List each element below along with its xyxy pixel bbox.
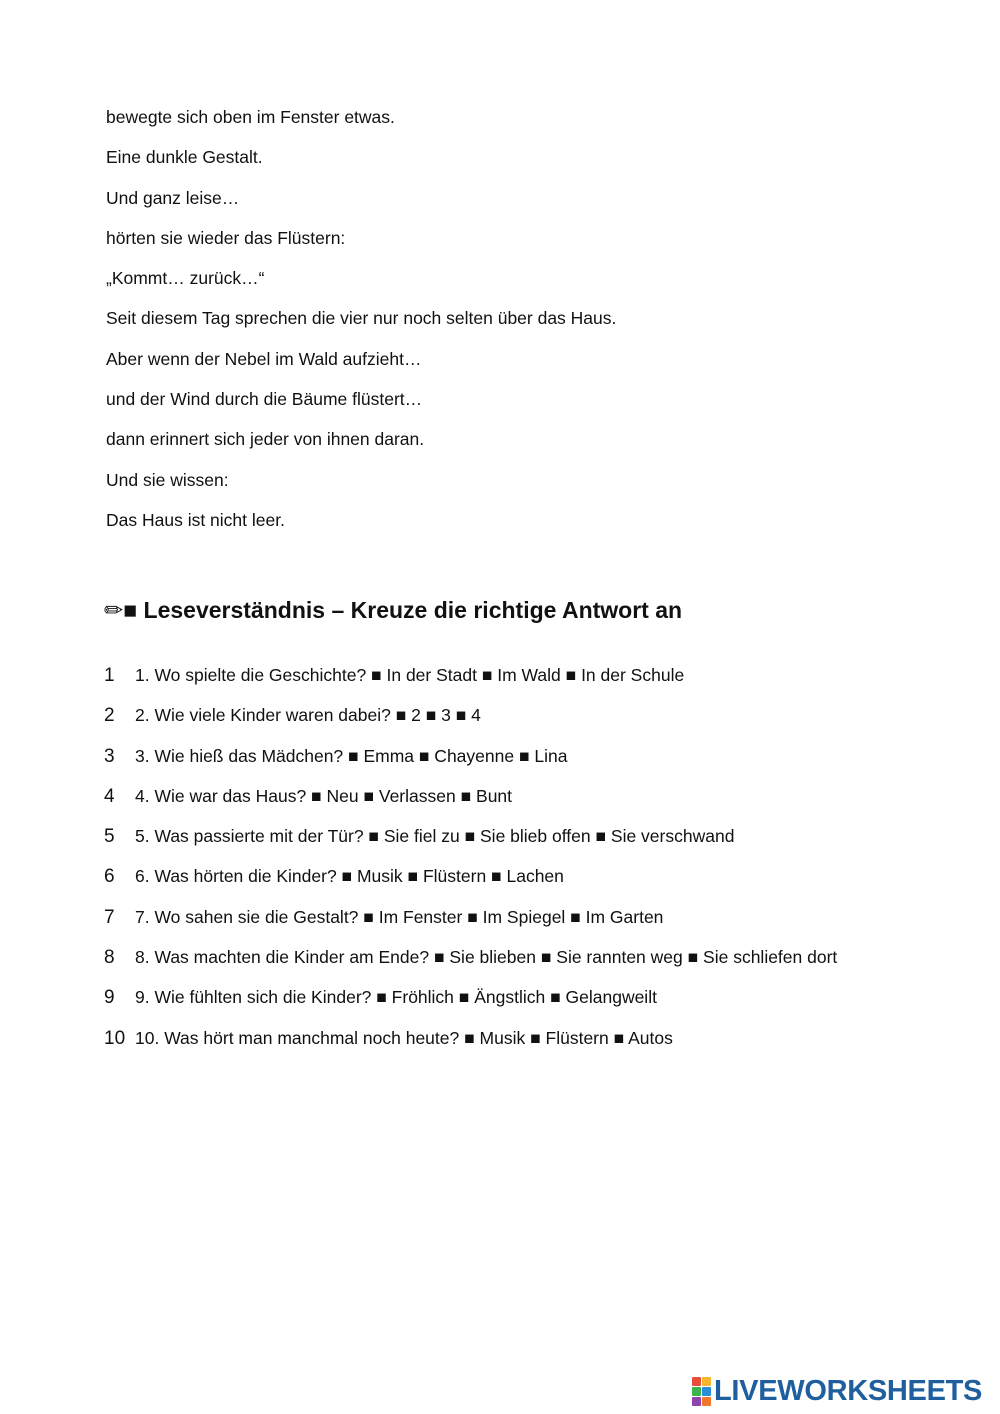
question-text: 5. Was passierte mit der Tür? ■ Sie fiel zu ■ Sie blieb offen ■ Sie verschwand (135, 826, 735, 847)
question-text: 2. Wie viele Kinder waren dabei? ■ 2 ■ 3 ■ 4 (135, 705, 481, 726)
question-number: 5 (104, 826, 115, 848)
logo-mark-square (702, 1387, 711, 1396)
question-number: 1 (104, 665, 115, 686)
story-line: Eine dunkle Gestalt. (106, 147, 263, 168)
question-text: 3. Wie hieß das Mädchen? ■ Emma ■ Chayenne ■ Lina (135, 745, 568, 766)
question-number: 9 (104, 987, 115, 1009)
question-number: 8 (104, 947, 115, 969)
question-item (104, 944, 984, 984)
question-number: 4 (104, 785, 115, 807)
question-text: 10. Was hört man manchmal noch heute? ■ Musik ■ Flüstern ■ Autos (135, 1027, 673, 1048)
question-item (104, 783, 984, 823)
question-number: 6 (104, 866, 115, 888)
story-text (106, 104, 966, 547)
question-text: 7. Wo sahen sie die Gestalt? ■ Im Fenster ■ Im Spiegel ■ Im Garten (135, 906, 664, 927)
story-line: Aber wenn der Nebel im Wald aufzieht… (106, 348, 422, 369)
question-item (104, 1025, 984, 1065)
story-line: Und sie wissen: (106, 469, 229, 490)
section-heading: ✏■ Leseverständnis – Kreuze die richtige Antwort an (104, 597, 683, 623)
liveworksheets-logo[interactable] (692, 1376, 982, 1406)
question-item (104, 743, 984, 783)
question-number: 2 (104, 705, 115, 727)
story-line: Und ganz leise… (106, 187, 240, 208)
logo-text: LIVEWORKSHEETS (714, 1375, 983, 1407)
question-text: 1. Wo spielte die Geschichte? ■ In der Stadt ■ Im Wald ■ In der Schule (135, 665, 685, 685)
question-text: 8. Was machten die Kinder am Ende? ■ Sie blieben ■ Sie rannten weg ■ Sie schliefen dort (135, 947, 838, 968)
question-item (104, 984, 984, 1024)
question-list (104, 662, 984, 1065)
question-item (104, 823, 984, 863)
question-number: 7 (104, 906, 115, 928)
story-line: hörten sie wieder das Flüstern: (106, 227, 346, 248)
question-item (104, 863, 984, 903)
story-line: Seit diesem Tag sprechen die vier nur noch selten über das Haus. (106, 308, 617, 329)
logo-mark-square (692, 1377, 701, 1386)
question-number: 10 (104, 1027, 126, 1049)
question-item (104, 702, 984, 742)
question-item (104, 904, 984, 944)
question-text: 9. Wie fühlten sich die Kinder? ■ Fröhlich ■ Ängstlich ■ Gelangweilt (135, 987, 657, 1008)
question-text: 4. Wie war das Haus? ■ Neu ■ Verlassen ■ Bunt (135, 785, 513, 806)
story-line: und der Wind durch die Bäume flüstert… (106, 389, 423, 410)
logo-mark-square (702, 1397, 711, 1406)
logo-mark-square (702, 1377, 711, 1386)
logo-mark-square (692, 1387, 701, 1396)
story-line: dann erinnert sich jeder von ihnen daran. (106, 429, 425, 450)
story-line: Das Haus ist nicht leer. (106, 509, 285, 530)
question-number: 3 (104, 745, 115, 767)
story-line: bewegte sich oben im Fenster etwas. (106, 107, 395, 127)
logo-mark-square (692, 1397, 701, 1406)
question-text: 6. Was hörten die Kinder? ■ Musik ■ Flüstern ■ Lachen (135, 866, 564, 887)
liveworksheets-logo-icon (692, 1377, 711, 1406)
question-item (104, 662, 984, 702)
story-line: „Kommt… zurück…“ (106, 268, 265, 289)
